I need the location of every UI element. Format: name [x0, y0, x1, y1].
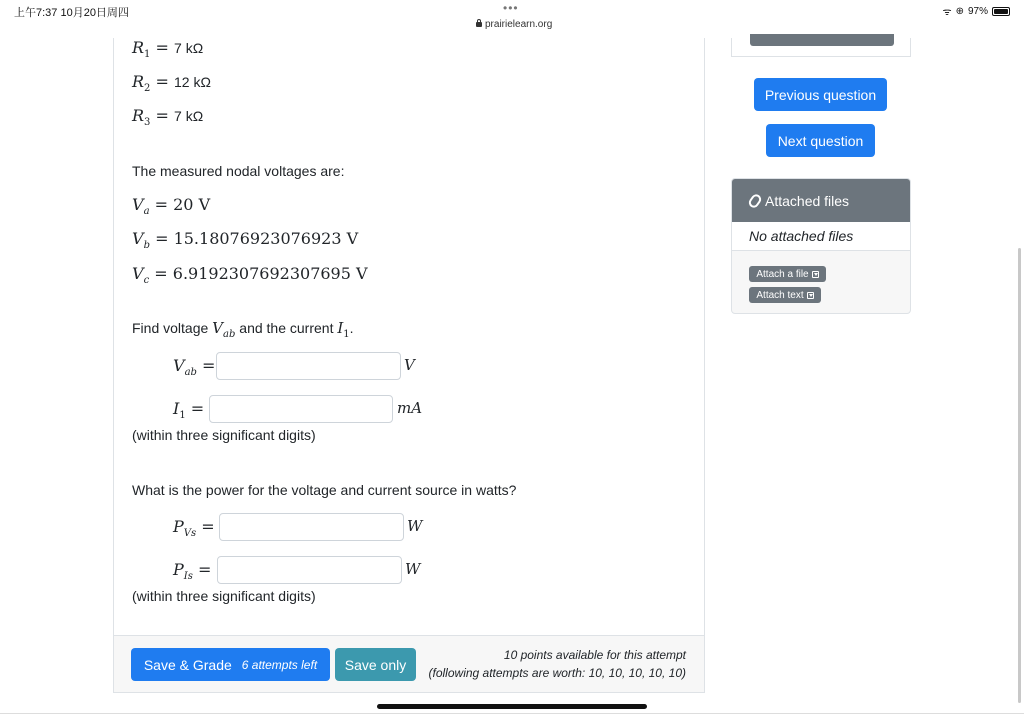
i1-input[interactable] [209, 395, 393, 423]
vab-label: $V_{ab}$ = [173, 356, 216, 379]
part2-note: (within three significant digits) [132, 588, 316, 604]
battery-icon [992, 7, 1010, 16]
attached-files-card [731, 178, 911, 314]
attach-file-label: Attach a file [756, 268, 809, 280]
status-time: 上午7:37 10月20日周四 [14, 7, 129, 19]
question-card [113, 38, 705, 693]
save-grade-label: Save & Grade [143, 656, 232, 673]
pvs-label: $P_{Vs}$ = [173, 517, 215, 540]
vab-unit: V [404, 356, 415, 374]
report-question-button[interactable] [750, 34, 894, 46]
resistor-r2: $R_2 = 12$ kΩ [132, 72, 211, 95]
paperclip-icon [747, 192, 763, 209]
status-bar [0, 0, 1024, 38]
pis-input[interactable] [217, 556, 402, 584]
attempts-left: 6 attempts left [241, 657, 318, 672]
i1-label: $I_1$ = [173, 399, 205, 422]
part1-note: (within three significant digits) [132, 427, 316, 443]
voltage-va: $V_a = 20$ V [132, 195, 211, 218]
save-grade-button[interactable] [131, 648, 330, 681]
part1-prompt: Find voltage $V_{ab}$ and the current $I_1$. [132, 319, 354, 340]
home-indicator[interactable] [377, 704, 647, 709]
attach-text-button[interactable] [749, 287, 821, 303]
question-footer [114, 635, 704, 692]
battery-percent: 97% [967, 5, 988, 17]
pis-label: $P_{Is}$ = [173, 560, 212, 583]
voltages-intro: The measured nodal voltages are: [132, 163, 345, 179]
following-attempts: (following attempts are worth: 10, 10, 10, 10, 10) [428, 666, 686, 680]
bottom-divider [0, 713, 1024, 714]
attached-files-title: Attached files [765, 192, 850, 209]
i1-unit: mA [397, 399, 423, 417]
orientation-lock-icon: ⊕ [955, 5, 964, 17]
pvs-input[interactable] [219, 513, 404, 541]
previous-question-button[interactable]: Previous question [754, 78, 887, 111]
lock-icon [476, 22, 482, 27]
pis-unit: W [405, 560, 421, 578]
vab-input[interactable] [216, 352, 401, 380]
next-question-button[interactable]: Next question [766, 124, 875, 157]
resistor-r1: $R_1 = 7$ kΩ [132, 38, 204, 61]
scrollbar[interactable] [1018, 248, 1021, 703]
question-options-card [731, 38, 911, 57]
attach-text-label: Attach text [756, 289, 804, 301]
save-only-button[interactable]: Save only [335, 648, 416, 681]
pvs-unit: W [407, 517, 423, 535]
attach-file-button[interactable] [749, 266, 826, 282]
attached-files-header [732, 179, 910, 222]
status-indicators [942, 4, 1010, 18]
url-text: prairielearn.org [485, 19, 553, 30]
resistor-r3: $R_3 = 7$ kΩ [132, 106, 204, 129]
points-available: 10 points available for this attempt [503, 648, 686, 662]
part2-prompt: What is the power for the voltage and current source in watts? [132, 482, 517, 498]
wifi-icon: ᯤ [942, 7, 952, 18]
more-dots-icon[interactable]: ••• [503, 1, 519, 15]
voltage-vc: $V_c = 6.9192307692307695$ V [132, 264, 368, 287]
url-bar[interactable] [476, 19, 552, 30]
voltage-vb: $V_b = 15.18076923076923$ V [132, 229, 359, 252]
caret-down-icon [807, 292, 814, 299]
no-attached-files: No attached files [732, 222, 910, 251]
caret-down-icon [812, 271, 819, 278]
